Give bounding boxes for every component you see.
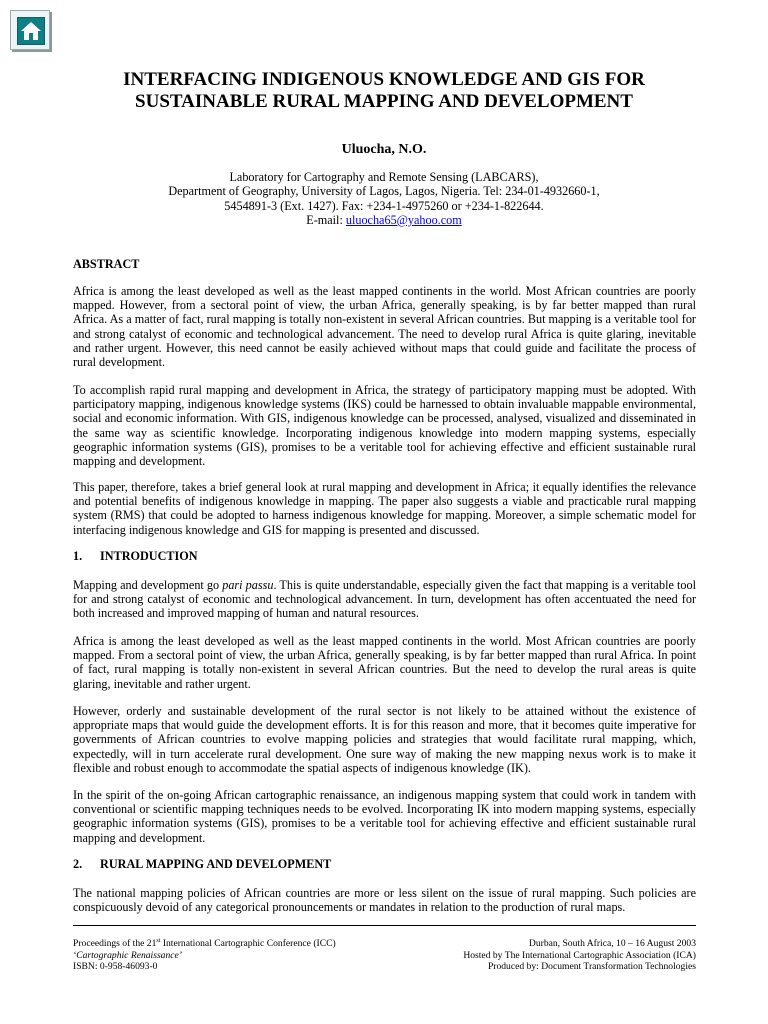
intro-p1-end: . This is quite understandable, especially given the fact that mapping is a veritable tool for and strong catalyst of economic and technological advancement. In turn, development has often accentuated the need for both increased and improved mapping of human and natural resources. (73, 578, 696, 621)
section-1-heading (73, 549, 198, 564)
intro-paragraph-1 (73, 578, 696, 621)
intro-paragraph-4: In the spirit of the on-going African cartographic renaissance, an indigenous mapping system that could work in tandem with conventional or scientific mapping techniques needs to be evolved. Incorporating IK into modern mapping systems, especially geographic information systems (GIS), promises to be a veritable tool for achieving effective and efficient sustainable rural mapping and development. (73, 788, 696, 845)
home-icon (17, 17, 45, 45)
intro-p1-start: Mapping and development go (73, 578, 223, 592)
footer-producer: Produced by: Document Transformation Technologies (487, 961, 696, 972)
author-name: Uluocha, N.O. (341, 142, 427, 157)
footer-proceedings-b: International Cartographic Conference (ICC) (160, 938, 336, 949)
affiliation-line-2: Department of Geography, University of Lagos, Lagos, Nigeria. Tel: 234-01-4932660-1, (168, 184, 600, 199)
footer-host: Hosted by The International Cartographic Association (ICA) (463, 949, 696, 961)
footer-theme-text: ‘Cartographic Renaissance’ (73, 949, 182, 961)
email-label: E-mail: (306, 212, 343, 227)
footer-isbn: ISBN: 0-958-46093-0 (73, 961, 158, 972)
abstract-paragraph-1: Africa is among the least developed as well as the least mapped continents in the world. Most African countries are poorly mapped. However, from a sectoral point of view, the urban Africa, generally speaking, is by far better mapped than rural Africa. As a matter of fact, rural mapping is totally non-existent in several African countries. But mapping is a veritable tool for and strong catalyst of economic and technological advancement. The need to develop rural Africa is quite glaring, inevitable and rather urgent. However, this need cannot be easily achieved without maps that could guide and facilitate the process of rural development. (73, 284, 696, 370)
footer-proceedings-a: Proceedings of the 21 (73, 938, 157, 949)
footer-right (463, 938, 696, 973)
intro-paragraph-3: However, orderly and sustainable development of the rural sector is not likely to be attained without the existence of appropriate maps that would guide the development efforts. It is for this reason and more, that it becomes quite imperative for governments of African countries to evolve mapping policies and strategies that would facilitate rural mapping, which, expectedly, will in turn accelerate rural development. One sure way of making the new mapping nexus work is to make it flexible and robust enough to accommodate the spatial aspects of indigenous knowledge (IK). (73, 704, 696, 775)
email-link[interactable]: uluocha65@yahoo.com (345, 212, 462, 227)
affiliation (110, 170, 658, 227)
section-1-title: INTRODUCTION (100, 549, 198, 563)
affiliation-line-3: 5454891-3 (Ext. 1427). Fax: +234-1-4975260 or +234-1-822644. (224, 198, 544, 213)
section-2-title: RURAL MAPPING AND DEVELOPMENT (100, 857, 332, 871)
footer-proceedings (73, 938, 336, 950)
intro-p1-italic: pari passu (222, 578, 274, 592)
footer-left (73, 938, 336, 973)
home-button[interactable] (10, 10, 50, 50)
intro-paragraph-2: Africa is among the least developed as well as the least mapped continents in the world. Most African countries are poorly mapped. From a sectoral point of view, the urban Africa, generally speaking, is by far better mapped than rural Africa. In point of fact, rural mapping is totally non-existent in several African countries. But the need to develop the rural areas is quite glaring, inevitable and rather urgent. (73, 634, 696, 691)
section-2-number: 2. (73, 857, 83, 871)
title-line-2: SUSTAINABLE RURAL MAPPING AND DEVELOPMENT (135, 91, 633, 112)
footer-proceedings-sup: st (156, 937, 161, 944)
footer-divider (73, 925, 696, 926)
affiliation-line-1: Laboratory for Cartography and Remote Sensing (LABCARS), (229, 170, 539, 184)
rural-paragraph-1: The national mapping policies of African countries are more or less silent on the issue of rural mapping. Such policies are conspicuously devoid of any categorical pronouncements or mandates in relation to the production of rural maps. (73, 886, 696, 915)
footer-theme (73, 950, 336, 962)
abstract-paragraph-2: To accomplish rapid rural mapping and development in Africa, the strategy of participatory mapping must be adopted. With participatory mapping, indigenous knowledge systems (IKS) could be harnessed to obtain invaluable mappable environmental, social and economic information. With GIS, indigenous knowledge can be processed, analysed, visualized and disseminated in the same way as scientific knowledge. Incorporating indigenous knowledge into modern mapping systems, especially geographic information systems (GIS), promises to be a veritable tool for achieving effective and efficient sustainable rural mapping and development. (73, 383, 696, 469)
section-2-heading (73, 857, 331, 872)
title-line-1: INTERFACING INDIGENOUS KNOWLEDGE AND GIS FOR (123, 69, 645, 90)
section-1-number: 1. (73, 549, 83, 563)
abstract-heading: ABSTRACT (73, 257, 140, 271)
email-line (110, 213, 658, 227)
footer-location: Durban, South Africa, 10 – 16 August 2003 (528, 938, 696, 949)
paper-title (60, 69, 708, 113)
abstract-paragraph-3: This paper, therefore, takes a brief general look at rural mapping and development in Africa; it equally identifies the relevance and potential benefits of indigenous knowledge in mapping. The paper also suggests a viable and practicable rural mapping system (RMS) that could be adopted to harness indigenous knowledge for mapping. Moreover, a simple schematic model for interfacing indigenous knowledge and GIS for mapping is presented and discussed. (73, 480, 696, 537)
